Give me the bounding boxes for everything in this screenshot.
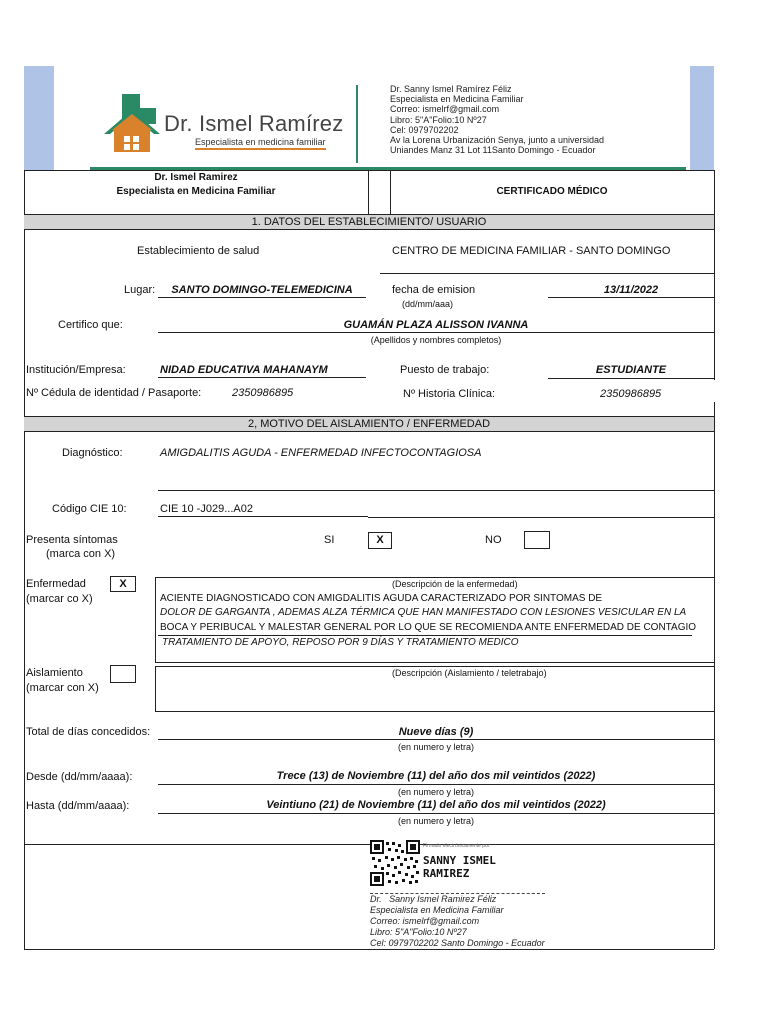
desde-value: Trece (13) de Noviembre (11) del año dos mil veintidos (2022) <box>276 770 596 782</box>
institucion-value: NIDAD EDUCATIVA MAHANAYM <box>160 364 328 376</box>
contact-line: Uniandes Manz 31 Lot 11Santo Domingo - Ecuador <box>390 145 596 156</box>
enfermedad-line: DOLOR DE GARGANTA , ADEMAS ALZA TÉRMICA QUE HAN MANIFESTADO CON LESIONES VESICULAR EN LA <box>160 607 687 618</box>
signer-name-line-1: SANNY ISMEL <box>423 854 496 867</box>
no-label: NO <box>485 534 502 546</box>
cie-value: CIE 10 -J029...A02 <box>160 503 253 515</box>
enfermedad-checkbox[interactable]: X <box>110 576 136 592</box>
enfermedad-description-hint: (Descripción de la enfermedad) <box>392 579 518 589</box>
sintomas-label: Presenta síntomas <box>26 534 118 546</box>
puesto-label: Puesto de trabajo: <box>400 364 490 376</box>
aislamiento-checkbox[interactable] <box>110 665 136 683</box>
cedula-value: 2350986895 <box>232 387 294 399</box>
section1-title: 1. DATOS DEL ESTABLECIMIENTO/ USUARIO <box>24 214 714 230</box>
qr-code-icon <box>370 840 420 886</box>
cie-label: Código CIE 10: <box>52 503 127 515</box>
hasta-hint: (en numero y letra) <box>397 816 475 826</box>
sintomas-hint: (marca con X) <box>46 548 116 560</box>
fecha-hint: (dd/mm/aaa) <box>402 299 454 309</box>
certifico-value: GUAMÁN PLAZA ALISSON IVANNA <box>343 319 529 331</box>
fecha-value: 13/11/2022 <box>603 284 659 296</box>
si-checkbox[interactable]: X <box>368 532 392 549</box>
aislamiento-hint-label: (marcar con X) <box>26 682 99 694</box>
historia-value: 2350986895 <box>600 388 662 400</box>
section2-title: 2, MOTIVO DEL AISLAMIENTO / ENFERMEDAD <box>24 416 714 432</box>
letterhead-divider <box>356 85 358 163</box>
logo-icon <box>100 94 164 154</box>
doctor-name: Dr. Ismel Ramirez <box>154 172 238 183</box>
aislamiento-description-hint: (Descripción (Aislamiento / teletrabajo) <box>392 668 547 678</box>
diagnostico-label: Diagnóstico: <box>62 447 123 459</box>
certifico-hint: (Apellidos y nombres completos) <box>370 335 502 345</box>
signature-line: Especialista en Medicina Familiar <box>370 905 504 915</box>
total-label: Total de días concedidos: <box>26 726 151 738</box>
hasta-label: Hasta (dd/mm/aaaa): <box>26 800 130 812</box>
contact-line: Libro: 5"A"Folio:10 Nº27 <box>390 114 487 125</box>
no-checkbox[interactable] <box>524 531 550 549</box>
establecimiento-label: Establecimiento de salud <box>137 245 260 257</box>
contact-line: Dr. Sanny Ismel Ramírez Féliz <box>390 84 512 94</box>
enfermedad-hint-label: (marcar co X) <box>26 593 93 605</box>
letterhead-right-bar <box>690 66 714 170</box>
stamp-small-text: Firmado electrónicamente por: <box>423 843 491 849</box>
contact-line: Especialista en Medicina Familiar <box>390 94 524 105</box>
document-title: CERTIFICADO MÉDICO <box>496 186 608 197</box>
enfermedad-line: BOCA Y PERIBUCAL Y MALESTAR GENERAL POR LO QUE SE RECOMIENDA ANTE ENFERMEDAD DE CONTAGIO <box>160 622 697 633</box>
contact-line: Cel: 0979702202 <box>390 124 459 135</box>
si-label: SI <box>324 534 335 546</box>
doctor-title: Especialista en Medicina Familiar <box>116 186 276 197</box>
signature-block <box>370 893 545 949</box>
enfermedad-line: ACIENTE DIAGNOSTICADO CON AMIGDALITIS AGUDA CARACTERIZADO POR SINTOMAS DE <box>160 593 603 604</box>
signature-line: Libro: 5"A"Folio:10 Nº27 <box>370 927 467 937</box>
hasta-value: Veintiuno (21) de Noviembre (11) del año dos mil veintidos (2022) <box>266 799 606 811</box>
desde-hint: (en numero y letra) <box>397 787 475 797</box>
enfermedad-label: Enfermedad <box>26 578 86 590</box>
letterhead-contact <box>390 84 604 155</box>
logo-tagline: Especialista en medicina familiar <box>195 137 326 150</box>
diagnostico-value: AMIGDALITIS AGUDA - ENFERMEDAD INFECTOCONTAGIOSA <box>160 447 482 459</box>
signature-line: Cel: 0979702202 Santo Domingo - Ecuador <box>370 938 545 948</box>
cedula-label: Nº Cédula de identidad / Pasaporte: <box>26 387 202 399</box>
historia-label: Nº Historia Clínica: <box>403 388 496 400</box>
enfermedad-line: TRATAMIENTO DE APOYO, REPOSO POR 9 DÍAS Y TRATAMIENTO MEDICO <box>162 637 519 648</box>
lugar-label: Lugar: <box>124 284 156 296</box>
establecimiento-value: CENTRO DE MEDICINA FAMILIAR - SANTO DOMINGO <box>392 245 671 257</box>
certifico-label: Certifico que: <box>58 319 123 331</box>
logo-name: Dr. Ismel Ramírez <box>164 111 344 136</box>
fecha-label: fecha de emision <box>392 284 476 296</box>
contact-line: Av la Lorena Urbanización Senya, junto a universidad <box>390 135 604 146</box>
contact-line: Correo: ismelrf@gmail.com <box>390 104 500 115</box>
institucion-label: Institución/Empresa: <box>26 364 126 376</box>
signer-name-line-2: RAMIREZ <box>423 867 470 880</box>
signature-line: Correo: ismelrf@gmail.com <box>370 916 480 926</box>
letterhead-left-bar <box>24 66 54 170</box>
aislamiento-label: Aislamiento <box>26 667 83 679</box>
desde-label: Desde (dd/mm/aaaa): <box>26 771 133 783</box>
total-hint: (en numero y letra) <box>397 742 475 752</box>
signature-line: Dr. Sanny Ismel Ramirez Féliz <box>370 893 545 905</box>
enfermedad-description-box <box>155 577 715 663</box>
puesto-value: ESTUDIANTE <box>595 364 667 376</box>
lugar-value: SANTO DOMINGO-TELEMEDICINA <box>171 284 353 296</box>
total-value: Nueve días (9) <box>398 726 474 738</box>
